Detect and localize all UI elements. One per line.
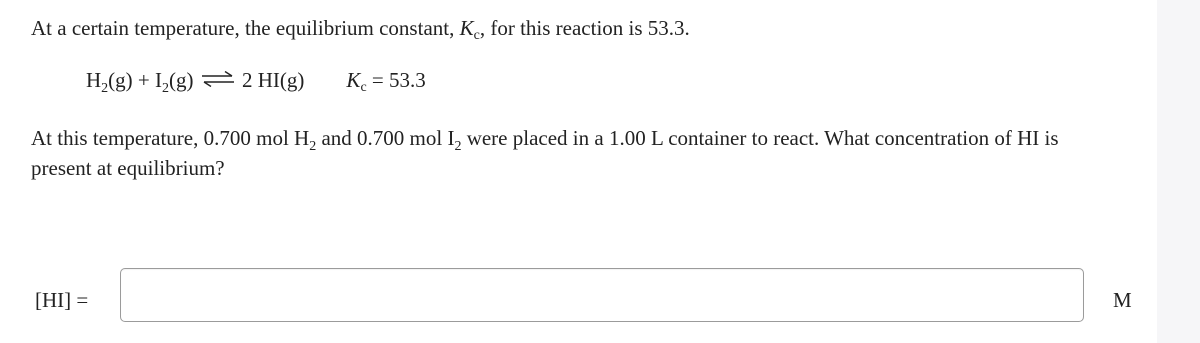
kc-subscript: c (473, 28, 480, 43)
question-part-2: and 0.700 mol I (316, 126, 455, 150)
question-text-line-2 (31, 158, 225, 179)
hi-concentration-label: [HI] = (35, 288, 89, 312)
equation-kc-symbol: K (346, 68, 361, 92)
question-i2-subscript: 2 (454, 139, 462, 154)
reactant-i2-state: (g) (169, 68, 194, 92)
reactant-h2-subscript: 2 (101, 81, 109, 96)
equation-kc-value: = 53.3 (366, 68, 426, 92)
intro-prefix: At a certain temperature, the equilibrium constant, (31, 16, 460, 40)
question-part-3: were placed in a 1.00 L container to react. What concentration of HI is (461, 126, 1059, 150)
reactant-h2: H (86, 68, 102, 92)
kc-symbol: K (459, 16, 474, 40)
hi-concentration-input[interactable] (120, 268, 1084, 322)
question-part-1: At this temperature, 0.700 mol H (31, 126, 310, 150)
question-h2-subscript: 2 (309, 139, 317, 154)
reactant-i2-subscript: 2 (162, 81, 170, 96)
unit-label: M (1113, 288, 1132, 312)
reactant-i2: I (155, 68, 163, 92)
equation-kc-subscript: c (360, 80, 367, 95)
question-line-2: present at equilibrium? (31, 156, 225, 180)
product-hi: 2 HI(g) (242, 68, 305, 92)
equilibrium-arrow-icon (201, 71, 235, 87)
reaction-equation (86, 68, 426, 96)
intro-suffix: , for this reaction is 53.3. (479, 16, 690, 40)
intro-text (31, 16, 690, 43)
reactant-h2-state: (g) + (108, 68, 156, 92)
question-text-line-1 (31, 126, 1059, 154)
right-scroll-rail (1157, 0, 1200, 343)
